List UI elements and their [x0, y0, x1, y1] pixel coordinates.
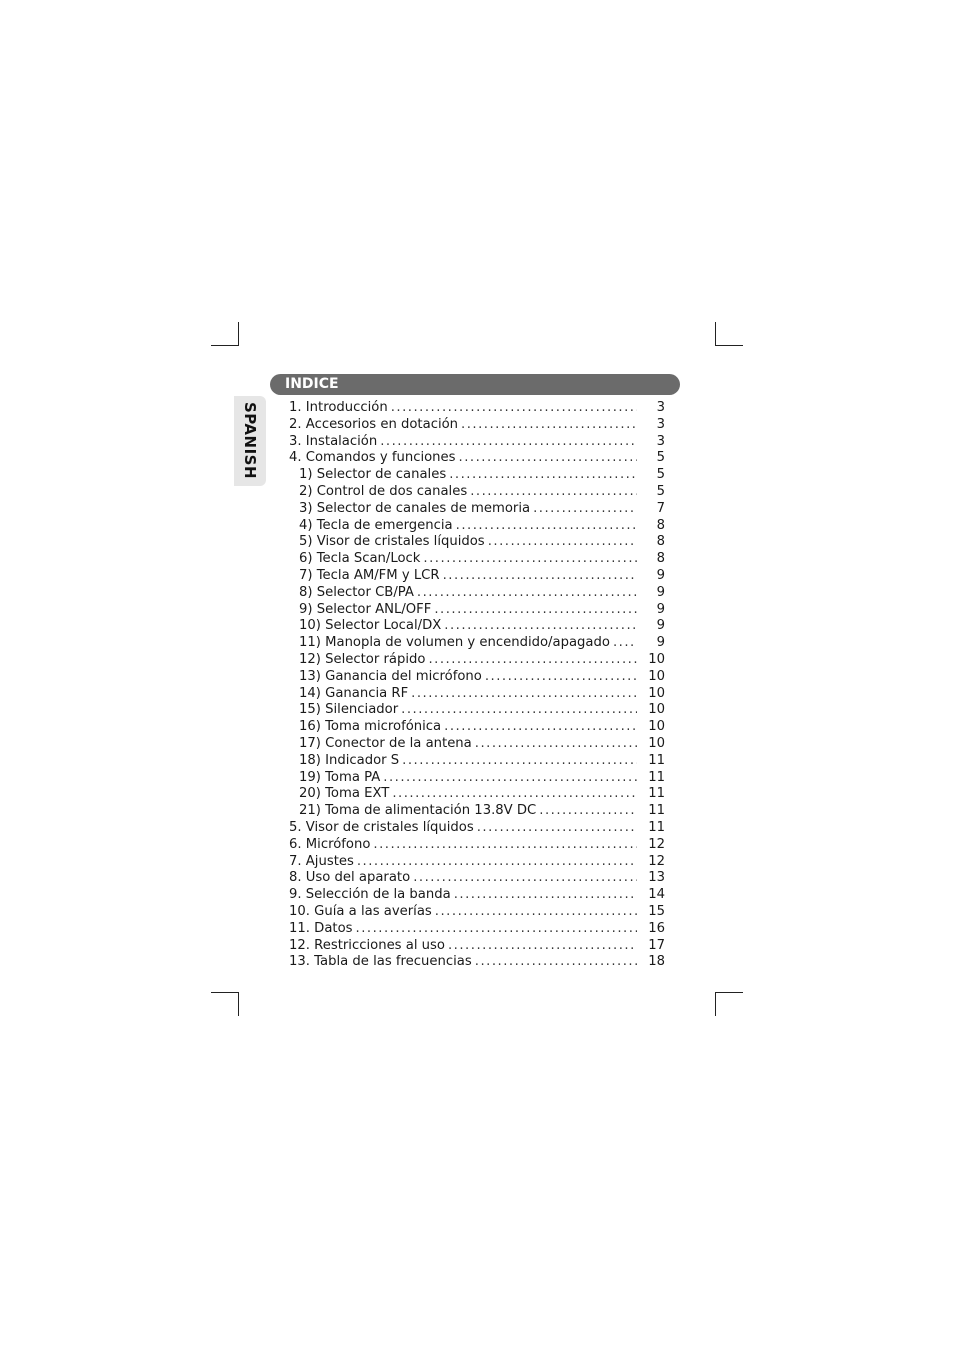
toc-entry-page: 7: [656, 500, 665, 516]
toc-entry-label: 11. Datos: [289, 920, 353, 936]
toc-entry-label: 12. Restricciones al uso: [289, 937, 445, 953]
toc-entry[interactable]: [289, 837, 665, 854]
toc-leader-dots: [454, 887, 637, 904]
toc-entry-page: 11: [648, 752, 665, 768]
toc-entry[interactable]: [289, 702, 665, 719]
toc-entry-label: 21) Toma de alimentación 13.8V DC: [299, 803, 537, 819]
toc-entry[interactable]: [289, 652, 665, 669]
toc-entry-page: 14: [648, 887, 665, 903]
toc-entry-page: 15: [648, 903, 665, 919]
toc-leader-dots: [444, 618, 637, 635]
toc-entry-label: 14) Ganancia RF: [299, 685, 409, 701]
toc-entry-label: 13) Ganancia del micrófono: [299, 668, 482, 684]
toc-entry-page: 18: [648, 954, 665, 970]
section-title: INDICE: [285, 376, 339, 392]
toc-entry[interactable]: [289, 686, 665, 703]
toc-leader-dots: [391, 400, 637, 417]
toc-entry[interactable]: [289, 820, 665, 837]
toc-entry-page: 10: [648, 719, 665, 735]
crop-mark-top-right-v: [715, 322, 716, 346]
toc-entry[interactable]: [289, 568, 665, 585]
toc-entry-page: 9: [656, 635, 665, 651]
toc-entry-label: 2) Control de dos canales: [299, 483, 468, 499]
toc-entry[interactable]: [289, 585, 665, 602]
toc-entry-label: 3) Selector de canales de memoria: [299, 500, 531, 516]
toc-entry-page: 9: [656, 584, 665, 600]
toc-entry-label: 7) Tecla AM/FM y LCR: [299, 567, 440, 583]
toc-entry-page: 10: [648, 651, 665, 667]
toc-entry-page: 12: [648, 853, 665, 869]
toc-leader-dots: [383, 770, 637, 787]
toc-leader-dots: [411, 686, 637, 703]
toc-entry[interactable]: [289, 854, 665, 871]
toc-entry-page: 10: [648, 685, 665, 701]
toc-leader-dots: [459, 450, 637, 467]
toc-entry[interactable]: [289, 534, 665, 551]
table-of-contents: [289, 400, 665, 971]
toc-entry-page: 11: [648, 803, 665, 819]
toc-entry-page: 3: [656, 400, 665, 415]
toc-entry-page: 9: [656, 567, 665, 583]
toc-entry-page: 17: [648, 937, 665, 953]
language-tab: [234, 396, 266, 486]
crop-mark-bottom-right-v: [715, 992, 716, 1016]
toc-leader-dots: [449, 467, 637, 484]
toc-leader-dots: [380, 434, 637, 451]
toc-entry-page: 12: [648, 836, 665, 852]
toc-leader-dots: [373, 837, 637, 854]
toc-leader-dots: [428, 652, 637, 669]
toc-leader-dots: [613, 635, 637, 652]
toc-entry-label: 5. Visor de cristales líquidos: [289, 819, 474, 835]
toc-entry[interactable]: [289, 602, 665, 619]
toc-entry-page: 10: [648, 735, 665, 751]
crop-mark-bottom-right-h: [715, 992, 743, 993]
toc-entry-label: 17) Conector de la antena: [299, 735, 472, 751]
toc-entry-page: 8: [656, 534, 665, 550]
toc-entry[interactable]: [289, 518, 665, 535]
toc-entry[interactable]: [289, 904, 665, 921]
toc-entry[interactable]: [289, 450, 665, 467]
toc-entry-label: 8) Selector CB/PA: [299, 584, 414, 600]
toc-leader-dots: [488, 534, 637, 551]
toc-entry-page: 11: [648, 769, 665, 785]
toc-entry-label: 16) Toma microfónica: [299, 719, 442, 735]
toc-leader-dots: [539, 803, 637, 820]
toc-entry-page: 3: [656, 416, 665, 432]
toc-leader-dots: [444, 719, 637, 736]
toc-entry[interactable]: [289, 887, 665, 904]
toc-entry-label: 19) Toma PA: [299, 769, 381, 785]
toc-entry-label: 13. Tabla de las frecuencias: [289, 954, 472, 970]
toc-entry[interactable]: [289, 736, 665, 753]
crop-mark-top-left-h: [211, 345, 239, 346]
toc-entry-label: 8. Uso del aparato: [289, 870, 411, 886]
toc-entry[interactable]: [289, 786, 665, 803]
toc-leader-dots: [401, 702, 637, 719]
toc-entry-label: 2. Accesorios en dotación: [289, 416, 459, 432]
toc-entry[interactable]: [289, 938, 665, 955]
toc-leader-dots: [443, 568, 637, 585]
toc-leader-dots: [423, 551, 637, 568]
toc-entry[interactable]: [289, 669, 665, 686]
toc-entry-label: 9. Selección de la banda: [289, 887, 451, 903]
toc-entry[interactable]: [289, 954, 665, 971]
toc-entry-page: 5: [656, 467, 665, 483]
toc-entry[interactable]: [289, 719, 665, 736]
toc-entry-label: 20) Toma EXT: [299, 786, 390, 802]
toc-entry-label: 4) Tecla de emergencia: [299, 517, 453, 533]
crop-mark-top-left-v: [238, 322, 239, 346]
toc-entry-label: 5) Visor de cristales líquidos: [299, 534, 485, 550]
toc-entry-label: 7. Ajustes: [289, 853, 354, 869]
toc-entry[interactable]: [289, 618, 665, 635]
toc-entry[interactable]: [289, 434, 665, 451]
toc-entry-label: 12) Selector rápido: [299, 651, 426, 667]
language-tab-label: SPANISH: [241, 402, 259, 480]
toc-entry-label: 18) Indicador S: [299, 752, 400, 768]
toc-leader-dots: [413, 870, 637, 887]
toc-entry-label: 6) Tecla Scan/Lock: [299, 551, 421, 567]
toc-entry-page: 5: [656, 450, 665, 466]
toc-entry-label: 1. Introducción: [289, 400, 388, 415]
toc-leader-dots: [475, 736, 637, 753]
toc-entry-label: 1) Selector de canales: [299, 467, 447, 483]
toc-entry-label: 4. Comandos y funciones: [289, 450, 456, 466]
crop-mark-bottom-left-v: [238, 992, 239, 1016]
toc-leader-dots: [448, 938, 637, 955]
toc-entry[interactable]: [289, 921, 665, 938]
toc-entry-page: 10: [648, 668, 665, 684]
toc-entry-page: 3: [656, 433, 665, 449]
toc-leader-dots: [417, 585, 637, 602]
toc-entry-page: 8: [656, 551, 665, 567]
toc-leader-dots: [402, 753, 637, 770]
toc-entry[interactable]: [289, 770, 665, 787]
toc-entry[interactable]: [289, 400, 665, 417]
toc-entry-label: 15) Silenciador: [299, 702, 399, 718]
toc-entry[interactable]: [289, 803, 665, 820]
toc-entry[interactable]: [289, 870, 665, 887]
toc-entry-label: 6. Micrófono: [289, 836, 371, 852]
crop-mark-bottom-left-h: [211, 992, 239, 993]
toc-entry[interactable]: [289, 417, 665, 434]
toc-entry-page: 11: [648, 786, 665, 802]
toc-entry-label: 3. Instalación: [289, 433, 378, 449]
toc-entry-page: 10: [648, 702, 665, 718]
toc-leader-dots: [435, 904, 637, 921]
toc-entry[interactable]: [289, 635, 665, 652]
toc-entry-page: 11: [648, 819, 665, 835]
toc-entry-label: 10) Selector Local/DX: [299, 618, 442, 634]
toc-entry-label: 10. Guía a las averías: [289, 903, 432, 919]
section-header: [270, 374, 680, 395]
toc-leader-dots: [461, 417, 637, 434]
toc-entry[interactable]: [289, 753, 665, 770]
toc-leader-dots: [392, 786, 637, 803]
toc-entry-page: 5: [656, 483, 665, 499]
toc-entry-page: 16: [648, 920, 665, 936]
toc-entry[interactable]: [289, 551, 665, 568]
toc-leader-dots: [477, 820, 637, 837]
toc-entry-page: 9: [656, 618, 665, 634]
crop-mark-top-right-h: [715, 345, 743, 346]
toc-entry-page: 9: [656, 601, 665, 617]
toc-leader-dots: [470, 484, 637, 501]
toc-leader-dots: [456, 518, 637, 535]
toc-leader-dots: [533, 501, 637, 518]
toc-entry-label: 9) Selector ANL/OFF: [299, 601, 432, 617]
toc-leader-dots: [434, 602, 637, 619]
toc-entry[interactable]: [289, 501, 665, 518]
toc-leader-dots: [357, 854, 637, 871]
toc-entry-page: 8: [656, 517, 665, 533]
toc-leader-dots: [485, 669, 637, 686]
toc-entry[interactable]: [289, 467, 665, 484]
toc-entry-label: 11) Manopla de volumen y encendido/apagado: [299, 635, 610, 651]
toc-leader-dots: [475, 954, 637, 971]
toc-leader-dots: [356, 921, 637, 938]
toc-entry[interactable]: [289, 484, 665, 501]
toc-entry-page: 13: [648, 870, 665, 886]
